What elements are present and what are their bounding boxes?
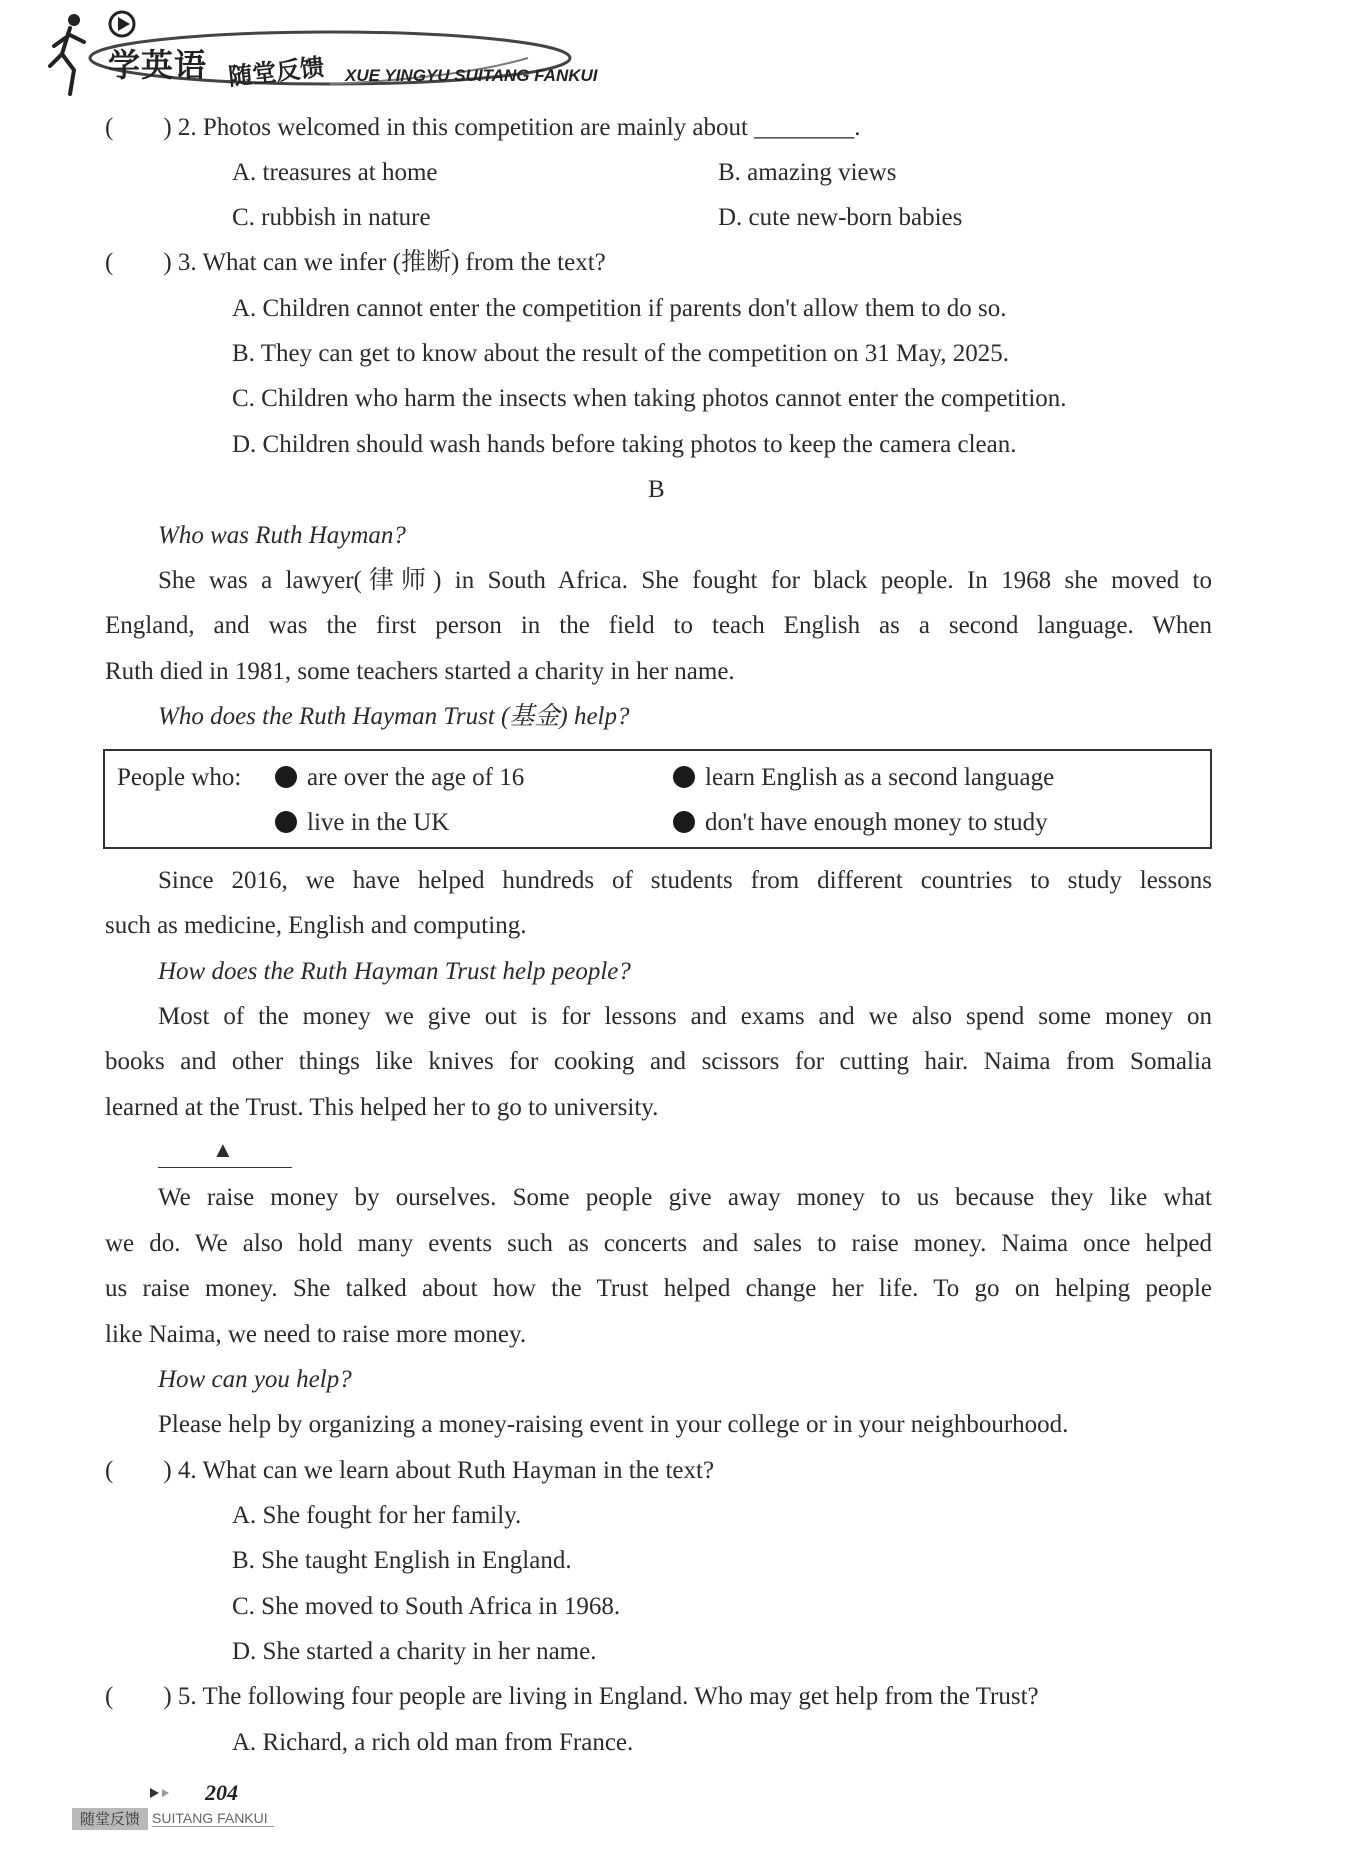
bullet-icon <box>673 811 695 833</box>
question-3-option-d: D. Children should wash hands before taking photos to keep the camera clean. <box>232 431 1017 458</box>
bullet-icon <box>673 766 695 788</box>
question-3-option-a: A. Children cannot enter the competition if parents don't allow them to do so. <box>232 295 1007 322</box>
question-5-stem: ( ) 5. The following four people are living in England. Who may get help from the Trust? <box>105 1683 1039 1710</box>
question-3-option-c: C. Children who harm the insects when taking photos cannot enter the competition. <box>232 385 1067 412</box>
question-2-stem: ( ) 2. Photos welcomed in this competition are mainly about ________. <box>105 114 861 141</box>
passage-para-4-line-3: us raise money. She talked about how the Trust helped change her life. To go on helping people <box>105 1275 1212 1302</box>
eligibility-item-2: learn English as a second language <box>673 763 1054 793</box>
footer-arrow-icon <box>150 1786 180 1800</box>
heading-blank <box>158 1137 292 1168</box>
question-2-option-a: A. treasures at home <box>232 159 438 186</box>
eligibility-item-3: live in the UK <box>275 808 449 838</box>
brand-chinese: 学英语 <box>108 46 208 84</box>
question-4-option-a: A. She fought for her family. <box>232 1502 522 1529</box>
eligibility-box <box>103 749 1212 849</box>
question-4-option-d: D. She started a charity in her name. <box>232 1638 597 1665</box>
passage-para-2-line-2: such as medicine, English and computing. <box>105 912 527 939</box>
passage-para-4-line-2: we do. We also hold many events such as concerts and sales to raise money. Naima once helped <box>105 1230 1212 1257</box>
section-b-heading: B <box>648 476 665 503</box>
brand-chinese-sub: 随堂反馈 <box>227 53 326 91</box>
eligibility-lead: People who: <box>117 764 242 791</box>
question-4-option-b: B. She taught English in England. <box>232 1547 572 1574</box>
question-2-option-d: D. cute new-born babies <box>718 204 963 231</box>
eligibility-item-4: don't have enough money to study <box>673 808 1048 838</box>
passage-para-2-line-1: Since 2016, we have helped hundreds of students from different countries to study lessons <box>158 867 1212 894</box>
passage-para-3-line-2: books and other things like knives for cooking and scissors for cutting hair. Naima from Somalia <box>105 1048 1212 1075</box>
eligibility-item-1: are over the age of 16 <box>275 763 524 793</box>
question-4-option-c: C. She moved to South Africa in 1968. <box>232 1593 621 1620</box>
page-header <box>40 6 660 96</box>
question-2-option-c: C. rubbish in nature <box>232 204 431 231</box>
question-2-option-b: B. amazing views <box>718 159 897 186</box>
footer-label-chinese: 随堂反馈 <box>72 1808 148 1830</box>
passage-para-5-line-1: Please help by organizing a money-raising event in your college or in your neighbourhood. <box>158 1411 1069 1438</box>
bullet-icon <box>275 766 297 788</box>
passage-para-4-line-1: We raise money by ourselves. Some people give away money to us because they like what <box>158 1184 1212 1211</box>
passage-heading-1: Who was Ruth Hayman? <box>158 522 406 549</box>
triangle-marker: ▲ <box>212 1137 234 1162</box>
passage-para-4-line-4: like Naima, we need to raise more money. <box>105 1321 527 1348</box>
footer-label-english: SUITANG FANKUI <box>152 1810 274 1827</box>
question-5-option-a: A. Richard, a rich old man from France. <box>232 1729 634 1756</box>
question-3-stem: ( ) 3. What can we infer (推断) from the text? <box>105 249 606 276</box>
passage-para-3-line-3: learned at the Trust. This helped her to go to university. <box>105 1094 659 1121</box>
question-4-stem: ( ) 4. What can we learn about Ruth Hayman in the text? <box>105 1457 715 1484</box>
passage-para-1-line-2: England, and was the first person in the field to teach English as a second language. When <box>105 612 1212 639</box>
passage-heading-3: How does the Ruth Hayman Trust help people? <box>158 958 631 985</box>
brand-english: XUE YINGYU SUITANG FANKUI <box>345 66 598 85</box>
passage-para-1-line-1: She was a lawyer(律师) in South Africa. She fought for black people. In 1968 she moved to <box>158 567 1212 594</box>
page-number: 204 <box>205 1780 238 1805</box>
passage-para-3-line-1: Most of the money we give out is for lessons and exams and we also spend some money on <box>158 1003 1212 1030</box>
question-3-option-b: B. They can get to know about the result of the competition on 31 May, 2025. <box>232 340 1009 367</box>
passage-heading-2: Who does the Ruth Hayman Trust (基金) help? <box>158 703 630 730</box>
passage-para-1-line-3: Ruth died in 1981, some teachers started a charity in her name. <box>105 658 735 685</box>
bullet-icon <box>275 811 297 833</box>
passage-heading-4: How can you help? <box>158 1366 352 1393</box>
